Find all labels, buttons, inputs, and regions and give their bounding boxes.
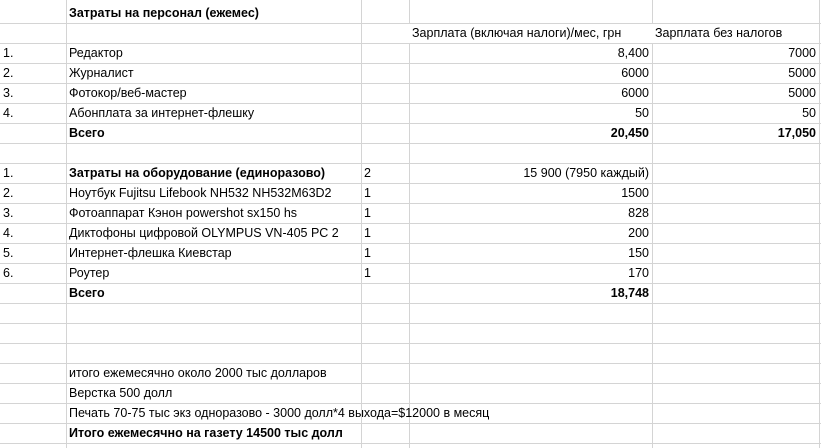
equipment-name[interactable]: Фотоаппарат Кэнон powershot sx150 hs — [69, 206, 298, 220]
salary-no-tax[interactable]: 5000 — [788, 66, 816, 80]
equipment-cost[interactable]: 200 — [628, 226, 649, 240]
note-row — [0, 424, 821, 444]
equipment-row — [0, 164, 821, 184]
row-number[interactable]: 6. — [3, 266, 14, 280]
equipment-name[interactable]: Интернет-флешка Киевстар — [69, 246, 232, 260]
row-number[interactable]: 3. — [3, 86, 14, 100]
empty-row — [0, 144, 821, 164]
total-label[interactable]: Всего — [69, 126, 105, 140]
equipment-cost[interactable]: 15 900 (7950 каждый) — [523, 166, 649, 180]
salary-with-tax[interactable]: 50 — [635, 106, 649, 120]
salary-no-tax[interactable]: 50 — [802, 106, 816, 120]
staff-position[interactable]: Абонплата за интернет-флешку — [69, 106, 255, 120]
note-row — [0, 384, 821, 404]
staff-row — [0, 44, 821, 64]
header-salary-no-tax[interactable]: Зарплата без налогов — [652, 24, 819, 43]
row-number[interactable]: 1. — [3, 46, 14, 60]
equipment-qty[interactable]: 1 — [364, 226, 371, 240]
equipment-row — [0, 224, 821, 244]
staff-row — [0, 64, 821, 84]
salary-with-tax[interactable]: 6000 — [621, 66, 649, 80]
equipment-name[interactable]: Роутер — [69, 266, 110, 280]
staff-section-title[interactable]: Затраты на персонал (ежемес) — [69, 6, 259, 20]
total-salary-no-tax[interactable]: 17,050 — [777, 126, 816, 140]
row-number[interactable]: 2. — [3, 66, 14, 80]
row-number[interactable]: 1. — [3, 166, 14, 180]
equipment-name[interactable]: Диктофоны цифровой OLYMPUS VN-405 PC 2 — [69, 226, 339, 240]
equipment-qty[interactable]: 1 — [364, 266, 371, 280]
equipment-row — [0, 184, 821, 204]
staff-position[interactable]: Журналист — [69, 66, 134, 80]
empty-row — [0, 344, 821, 364]
staff-position[interactable]: Редактор — [69, 46, 123, 60]
note-row — [0, 404, 821, 424]
note-monthly[interactable]: итого ежемесячно около 2000 тыс долларов — [69, 366, 327, 380]
sheet-row — [0, 4, 821, 24]
note-grand-total[interactable]: Итого ежемесячно на газету 14500 тыс долл — [69, 426, 343, 440]
salary-with-tax[interactable]: 8,400 — [617, 46, 649, 60]
equipment-qty[interactable]: 1 — [364, 246, 371, 260]
empty-row — [0, 324, 821, 344]
header-salary-with-tax[interactable]: Зарплата (включая налоги)/мес, грн — [409, 24, 652, 43]
equipment-total-row — [0, 284, 821, 304]
equipment-total[interactable]: 18,748 — [610, 286, 649, 300]
row-number[interactable]: 3. — [3, 206, 14, 220]
equipment-cost[interactable]: 1500 — [621, 186, 649, 200]
row-number[interactable]: 4. — [3, 106, 14, 120]
salary-no-tax[interactable]: 5000 — [788, 86, 816, 100]
staff-row — [0, 84, 821, 104]
equipment-qty[interactable]: 2 — [364, 166, 371, 180]
note-row — [0, 364, 821, 384]
salary-no-tax[interactable]: 7000 — [788, 46, 816, 60]
equipment-cost[interactable]: 170 — [628, 266, 649, 280]
staff-total-row — [0, 124, 821, 144]
equipment-row — [0, 204, 821, 224]
equipment-qty[interactable]: 1 — [364, 186, 371, 200]
equipment-cost[interactable]: 150 — [628, 246, 649, 260]
row-number[interactable]: 4. — [3, 226, 14, 240]
equipment-row — [0, 264, 821, 284]
equipment-qty[interactable]: 1 — [364, 206, 371, 220]
note-print[interactable]: Печать 70-75 тыс экз одноразово - 3000 долл*4 выхода=$12000 в месяц — [69, 406, 490, 420]
equipment-cost[interactable]: 828 — [628, 206, 649, 220]
note-layout[interactable]: Верстка 500 долл — [69, 386, 173, 400]
sheet-row — [0, 24, 821, 44]
equipment-name[interactable]: Ноутбук Fujitsu Lifebook NH532 NH532M63D2 — [69, 186, 332, 200]
empty-row — [0, 304, 821, 324]
equipment-row — [0, 244, 821, 264]
salary-with-tax[interactable]: 6000 — [621, 86, 649, 100]
row-number[interactable]: 2. — [3, 186, 14, 200]
equipment-section-title[interactable]: Затраты на оборудование (единоразово) — [69, 166, 326, 180]
total-label[interactable]: Всего — [69, 286, 105, 300]
total-salary-with-tax[interactable]: 20,450 — [610, 126, 649, 140]
staff-row — [0, 104, 821, 124]
row-number[interactable]: 5. — [3, 246, 14, 260]
staff-position[interactable]: Фотокор/веб-мастер — [69, 86, 187, 100]
